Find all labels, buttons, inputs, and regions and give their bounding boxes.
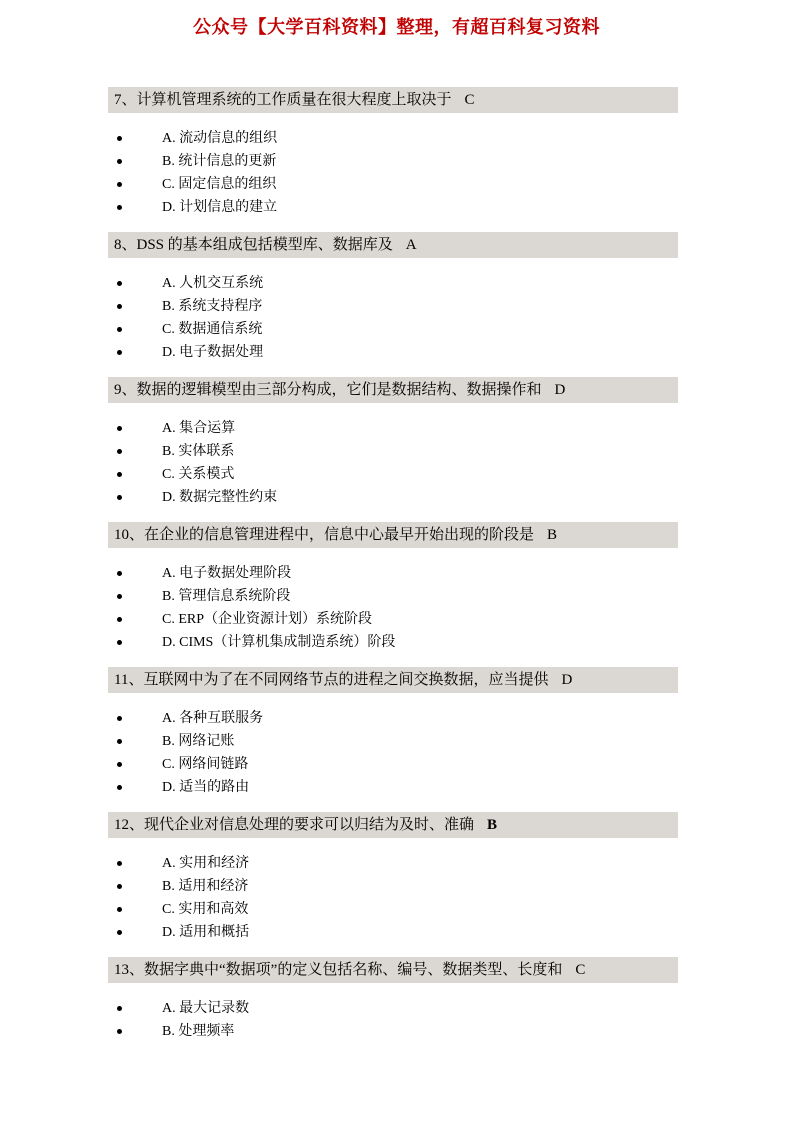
option-label: C. ERP（企业资源计划）系统阶段 — [162, 612, 373, 627]
option-label: D. 计划信息的建立 — [162, 200, 278, 215]
bullet-icon — [117, 571, 122, 576]
bullet-icon — [117, 739, 122, 744]
option-label: C. 实用和高效 — [162, 902, 249, 917]
bullet-icon — [117, 327, 122, 332]
question-block — [108, 957, 678, 1043]
bullet-icon — [117, 1029, 122, 1034]
option-item — [108, 585, 678, 608]
bullet-icon — [117, 182, 122, 187]
bullet-icon — [117, 281, 122, 286]
option-item — [108, 1020, 678, 1043]
option-label: D. 数据完整性约束 — [162, 490, 278, 505]
option-label: C. 数据通信系统 — [162, 322, 263, 337]
bullet-icon — [117, 136, 122, 141]
option-label: A. 最大记录数 — [162, 1001, 250, 1016]
option-item — [108, 272, 678, 295]
bullet-icon — [117, 350, 122, 355]
option-item — [108, 150, 678, 173]
option-item — [108, 707, 678, 730]
option-item — [108, 921, 678, 944]
question-block — [108, 522, 678, 654]
bullet-icon — [117, 762, 122, 767]
question-stem: 7、计算机管理系统的工作质量在很大程度上取决于 — [114, 92, 452, 108]
question-block — [108, 232, 678, 364]
question-answer: D — [561, 672, 573, 688]
option-label: D. CIMS（计算机集成制造系统）阶段 — [162, 635, 396, 650]
option-label: B. 统计信息的更新 — [162, 154, 277, 169]
option-label: D. 适当的路由 — [162, 780, 250, 795]
option-label: B. 网络记账 — [162, 734, 235, 749]
bullet-icon — [117, 472, 122, 477]
option-label: A. 实用和经济 — [162, 856, 250, 871]
question-answer: C — [464, 92, 475, 108]
option-item — [108, 173, 678, 196]
option-list — [108, 417, 678, 509]
option-label: D. 适用和概括 — [162, 925, 250, 940]
bullet-icon — [117, 861, 122, 866]
option-label: B. 管理信息系统阶段 — [162, 589, 291, 604]
option-item — [108, 776, 678, 799]
option-item — [108, 341, 678, 364]
option-label: B. 系统支持程序 — [162, 299, 263, 314]
option-list — [108, 562, 678, 654]
option-item — [108, 898, 678, 921]
option-label: A. 各种互联服务 — [162, 711, 264, 726]
option-list — [108, 852, 678, 944]
question-stem: 11、互联网中为了在不同网络节点的进程之间交换数据，应当提供 — [114, 672, 549, 688]
option-label: D. 电子数据处理 — [162, 345, 264, 360]
option-item — [108, 127, 678, 150]
option-list — [108, 127, 678, 219]
bullet-icon — [117, 1006, 122, 1011]
bullet-icon — [117, 304, 122, 309]
question-header-bar — [108, 377, 678, 403]
question-header-bar — [108, 232, 678, 258]
option-label: B. 处理频率 — [162, 1024, 235, 1039]
question-answer: D — [554, 382, 566, 398]
question-list — [108, 39, 678, 1043]
bullet-icon — [117, 449, 122, 454]
question-stem: 12、现代企业对信息处理的要求可以归结为及时、准确 — [114, 817, 475, 833]
question-header-bar — [108, 87, 678, 113]
question-block — [108, 377, 678, 509]
question-answer: A — [405, 237, 417, 253]
option-item — [108, 440, 678, 463]
question-block — [108, 87, 678, 219]
option-item — [108, 295, 678, 318]
option-list — [108, 997, 678, 1043]
question-block — [108, 667, 678, 799]
option-label: C. 关系模式 — [162, 467, 235, 482]
bullet-icon — [117, 930, 122, 935]
bullet-icon — [117, 426, 122, 431]
bullet-icon — [117, 594, 122, 599]
option-label: A. 人机交互系统 — [162, 276, 264, 291]
option-item — [108, 852, 678, 875]
bullet-icon — [117, 785, 122, 790]
question-stem: 10、在企业的信息管理进程中，信息中心最早开始出现的阶段是 — [114, 527, 535, 543]
question-stem: 9、数据的逻辑模型由三部分构成，它们是数据结构、数据操作和 — [114, 382, 542, 398]
option-item — [108, 196, 678, 219]
question-answer: C — [575, 962, 586, 978]
option-label: B. 适用和经济 — [162, 879, 249, 894]
bullet-icon — [117, 640, 122, 645]
option-item — [108, 753, 678, 776]
option-list — [108, 272, 678, 364]
question-header-bar — [108, 812, 678, 838]
bullet-icon — [117, 205, 122, 210]
bullet-icon — [117, 716, 122, 721]
bullet-icon — [117, 159, 122, 164]
option-item — [108, 608, 678, 631]
question-header-bar — [108, 667, 678, 693]
option-item — [108, 486, 678, 509]
option-item — [108, 318, 678, 341]
option-item — [108, 730, 678, 753]
question-stem: 13、数据字典中“数据项”的定义包括名称、编号、数据类型、长度和 — [114, 962, 563, 978]
option-item — [108, 417, 678, 440]
question-header-bar — [108, 957, 678, 983]
question-stem: 8、DSS 的基本组成包括模型库、数据库及 — [114, 237, 393, 253]
option-item — [108, 875, 678, 898]
bullet-icon — [117, 884, 122, 889]
option-label: C. 网络间链路 — [162, 757, 249, 772]
question-answer: B — [547, 527, 558, 543]
option-item — [108, 997, 678, 1020]
bullet-icon — [117, 495, 122, 500]
question-answer: B — [487, 817, 498, 833]
bullet-icon — [117, 617, 122, 622]
bullet-icon — [117, 907, 122, 912]
document-title: 公众号【大学百科资料】整理，有超百科复习资料 — [193, 17, 600, 37]
option-item — [108, 562, 678, 585]
option-label: A. 流动信息的组织 — [162, 131, 278, 146]
option-label: A. 集合运算 — [162, 421, 236, 436]
question-block — [108, 812, 678, 944]
question-header-bar — [108, 522, 678, 548]
option-item — [108, 631, 678, 654]
option-label: A. 电子数据处理阶段 — [162, 566, 292, 581]
option-list — [108, 707, 678, 799]
option-label: C. 固定信息的组织 — [162, 177, 277, 192]
option-item — [108, 463, 678, 486]
option-label: B. 实体联系 — [162, 444, 235, 459]
